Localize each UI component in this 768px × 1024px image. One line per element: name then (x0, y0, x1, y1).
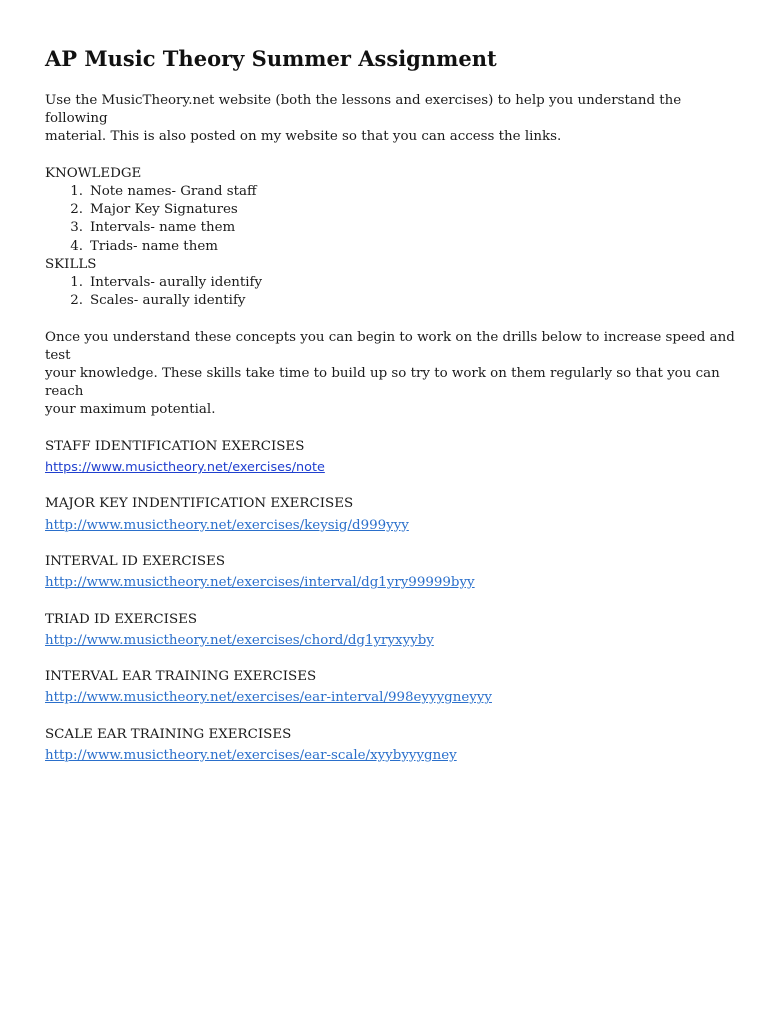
skills-heading: SKILLS (45, 256, 97, 272)
document-page (45, 44, 735, 765)
exercise-link[interactable]: http://www.musictheory.net/exercises/ear-scale/xyybyyygney (45, 747, 457, 763)
list-item (45, 238, 735, 256)
list-number: 1. (70, 184, 83, 199)
intro-line-1: Use the MusicTheory.net website (both the lessons and exercises) to help you understand the following (45, 93, 682, 127)
exercise-interval-ear-training (45, 668, 735, 707)
knowledge-list (45, 183, 735, 256)
list-item (45, 219, 735, 237)
page-title: AP Music Theory Summer Assignment (45, 46, 497, 71)
spacer (45, 650, 735, 668)
spacer (45, 535, 735, 553)
spacer (45, 147, 735, 165)
skills-list (45, 274, 735, 310)
list-item-text: Major Key Signatures (90, 202, 238, 218)
spacer (45, 592, 735, 610)
list-number: 2. (70, 202, 83, 218)
exercise-heading: INTERVAL EAR TRAINING EXERCISES (45, 669, 317, 685)
exercise-link[interactable]: http://www.musictheory.net/exercises/chord/dg1yryxyyby (45, 632, 434, 648)
exercise-triad-id (45, 611, 735, 650)
list-item-text: Note names- Grand staff (90, 184, 257, 199)
exercise-staff-identification (45, 438, 735, 477)
list-number: 3. (70, 220, 83, 236)
list-item (45, 292, 735, 310)
exercise-link[interactable]: https://www.musictheory.net/exercises/note (45, 460, 325, 476)
list-number: 1. (70, 275, 83, 291)
knowledge-heading: KNOWLEDGE (45, 165, 142, 181)
list-item-text: Intervals- aurally identify (90, 275, 263, 291)
drills-line-1: Once you understand these concepts you can begin to work on the drills below to increase speed and test (45, 329, 735, 363)
list-item (45, 274, 735, 292)
list-item (45, 183, 735, 201)
exercise-heading: MAJOR KEY INDENTIFICATION EXERCISES (45, 496, 354, 512)
spacer (45, 420, 735, 438)
exercise-link[interactable]: http://www.musictheory.net/exercises/keysig/d999yyy (45, 517, 409, 533)
intro-paragraph (45, 92, 735, 147)
drills-line-2: your knowledge. These skills take time to build up so try to work on them regularly so that you can reach (45, 366, 720, 400)
exercise-scale-ear-training (45, 726, 735, 765)
list-item-text: Scales- aurally identify (90, 293, 246, 309)
list-number: 4. (70, 238, 83, 254)
spacer (45, 708, 735, 726)
intro-line-2: material. This is also posted on my website so that you can access the links. (45, 129, 562, 145)
exercise-major-key-identification (45, 495, 735, 534)
list-item-text: Triads- name them (90, 238, 218, 254)
drills-paragraph (45, 329, 735, 420)
spacer (45, 310, 735, 328)
exercise-heading: STAFF IDENTIFICATION EXERCISES (45, 438, 305, 454)
exercise-heading: INTERVAL ID EXERCISES (45, 554, 226, 569)
drills-line-3: your maximum potential. (45, 402, 216, 418)
list-number: 2. (70, 293, 83, 309)
exercise-interval-id (45, 553, 735, 592)
exercise-heading: TRIAD ID EXERCISES (45, 611, 198, 627)
exercise-link[interactable]: http://www.musictheory.net/exercises/ear-interval/998eyyygneyyy (45, 690, 492, 706)
list-item-text: Intervals- name them (90, 220, 236, 236)
exercise-heading: SCALE EAR TRAINING EXERCISES (45, 726, 292, 742)
exercise-link[interactable]: http://www.musictheory.net/exercises/interval/dg1yry99999byy (45, 575, 475, 591)
spacer (45, 477, 735, 495)
list-item (45, 201, 735, 219)
